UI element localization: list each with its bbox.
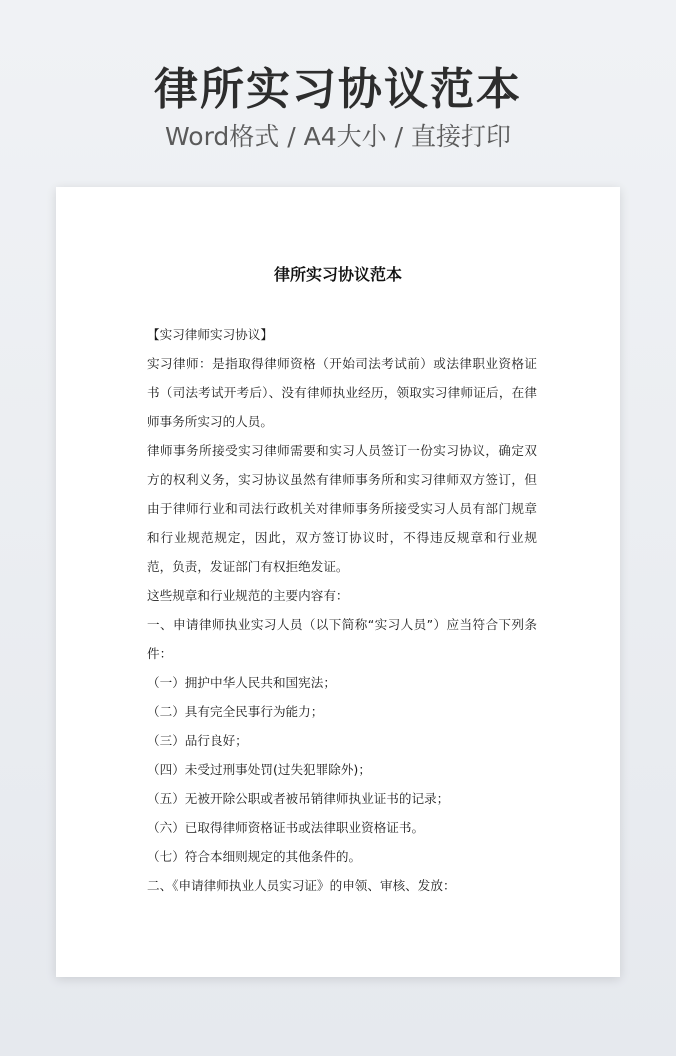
- list-item: （七）符合本细则规定的其他条件的。: [147, 849, 362, 864]
- list-item: （三）品行良好；: [147, 733, 248, 748]
- page-title: 律所实习协议范本: [154, 64, 522, 115]
- list-item: （五）无被开除公职或者被吊销律师执业证书的记录；: [147, 791, 450, 806]
- list-item: （二）具有完全民事行为能力；: [147, 704, 324, 719]
- page-subtitle: Word格式 / A4大小 / 直接打印: [165, 122, 511, 151]
- document-page: [56, 187, 620, 977]
- list-item: （四）未受过刑事处罚(过失犯罪除外)；: [147, 762, 371, 777]
- paragraph-agreement: 律师事务所接受实习律师需要和实习人员签订一份实习协议，确定双方的权利义务，实习协议虽然有律师事务所和实习律师双方签订，但由于律师行业和司法行政机关对律师事务所接受实习人员有部门规章和行业规范规定，因此，双方签订协议时，不得违反规章和行业规范，负责，发证部门有权拒绝发证。: [147, 443, 537, 574]
- list-item: （一）拥护中华人民共和国宪法；: [147, 675, 336, 690]
- paragraph-definition: 实习律师：是指取得律师资格（开始司法考试前）或法律职业资格证书（司法考试开考后）、没有律师执业经历，领取实习律师证后，在律师事务所实习的人员。: [147, 356, 537, 429]
- document-body: [147, 320, 537, 900]
- list-item: （六）已取得律师资格证书或法律职业资格证书。: [147, 820, 425, 835]
- paragraph-intro-list: 这些规章和行业规范的主要内容有：: [147, 588, 349, 603]
- paragraph-section-one: 一、申请律师执业实习人员（以下简称“实习人员”）应当符合下列条件：: [147, 617, 537, 661]
- document-title: 律所实习协议范本: [273, 265, 402, 284]
- paragraph-section-two: 二、《申请律师执业人员实习证》的申领、审核、发放：: [147, 878, 456, 893]
- paragraph-heading: 【实习律师实习协议】: [147, 327, 273, 342]
- page-header: [0, 62, 676, 154]
